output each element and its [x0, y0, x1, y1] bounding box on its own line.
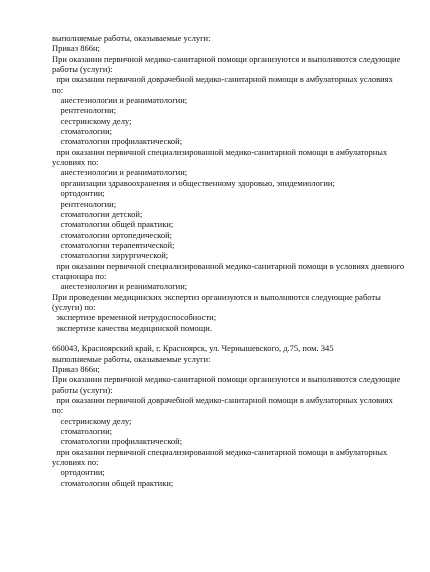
text-line: рентгенологии;: [52, 105, 117, 116]
text-line: анестезиологии и реаниматологии;: [52, 95, 188, 106]
text-line: работы (услуги):: [52, 64, 113, 75]
text-line: (услуги) по:: [52, 301, 96, 312]
text-line: стоматологии ортопедической;: [52, 229, 172, 240]
text-line: При проведении медицинских экспертиз организуются и выполняются следующие работы: [52, 291, 381, 302]
text-line: рентгенологии;: [52, 198, 117, 209]
text-line: стоматологии детской;: [52, 208, 143, 219]
text-line: стоматологии общей практики;: [52, 219, 174, 230]
text-line: ортодонтии;: [52, 188, 105, 199]
text-line: работы (услуги):: [52, 384, 113, 395]
text-line: при оказании первичной специализированной медико-санитарной помощи в амбулаторных: [52, 146, 388, 157]
text-line: экспертизе качества медицинской помощи.: [52, 322, 212, 333]
text-line: при оказании первичной специализированной медико-санитарной помощи в амбулаторных: [52, 446, 388, 457]
text-line: стоматологии профилактической;: [52, 136, 183, 147]
text-line: стационара по:: [52, 270, 107, 281]
text-line: стоматологии;: [52, 126, 113, 137]
text-line: стоматологии терапевтической;: [52, 239, 175, 250]
text-line: при оказании первичной доврачебной медико-санитарной помощи в амбулаторных условиях: [52, 74, 393, 85]
text-line: экспертизе временной нетрудоспособности;: [52, 312, 217, 323]
text-line: условиях по:: [52, 457, 99, 468]
services-block-1: [52, 33, 412, 333]
text-line: условиях по:: [52, 157, 99, 168]
text-line: анестезиологии и реаниматологии;: [52, 167, 188, 178]
text-line: 660043, Красноярский край, г. Красноярск, ул. Чернышевского, д.75, пом. 345: [52, 343, 334, 354]
text-line: выполняемые работы, оказываемые услуги:: [52, 33, 211, 43]
text-line: стоматологии общей практики;: [52, 477, 174, 488]
text-line: анестезиологии и реаниматологии;: [52, 281, 188, 292]
text-line: При оказании первичной медико-санитарной помощи организуются и выполняются следующие: [52, 53, 401, 64]
text-line: организации здравоохранения и общественному здоровью, эпидемиологии;: [52, 177, 335, 188]
services-block-2: [52, 343, 412, 488]
text-line: стоматологии;: [52, 426, 113, 437]
text-line: сестринскому делу;: [52, 415, 132, 426]
text-line: по:: [52, 84, 64, 95]
text-line: стоматологии профилактической;: [52, 436, 183, 447]
text-line: При оказании первичной медико-санитарной помощи организуются и выполняются следующие: [52, 374, 401, 385]
text-line: по:: [52, 405, 64, 416]
text-line: стоматологии хирургической;: [52, 250, 169, 261]
text-line: ортодонтии;: [52, 467, 105, 478]
text-line: Приказ 866н;: [52, 364, 100, 374]
text-line: при оказании первичной специализированной медико-санитарной помощи в условиях дневного: [52, 260, 405, 271]
text-line: при оказании первичной доврачебной медико-санитарной помощи в амбулаторных условиях: [52, 395, 393, 406]
block-spacer: [52, 333, 412, 343]
text-line: Приказ 866н;: [52, 43, 100, 54]
document-page: [52, 33, 412, 488]
text-line: выполняемые работы, оказываемые услуги:: [52, 353, 211, 364]
text-line: сестринскому делу;: [52, 115, 132, 126]
